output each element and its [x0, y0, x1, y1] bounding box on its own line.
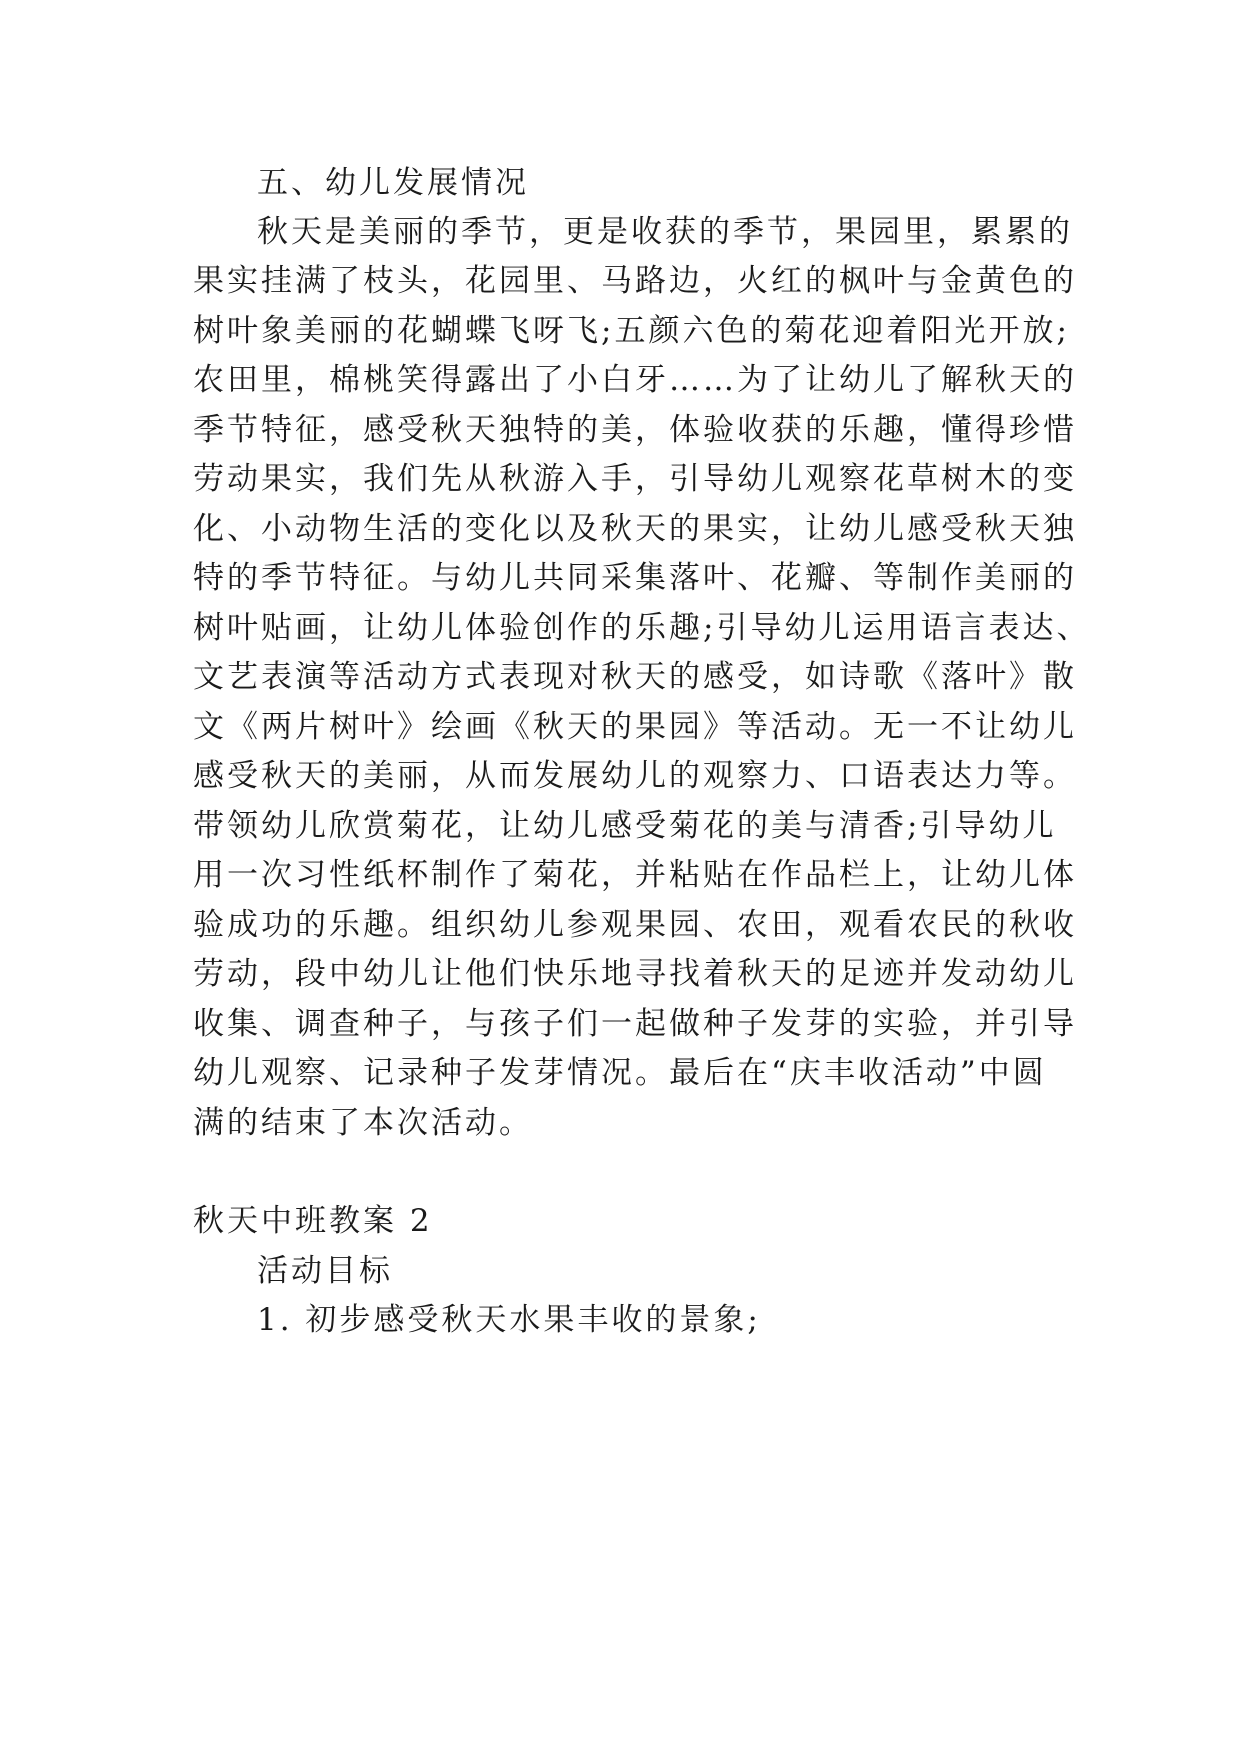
- paragraph-line: 验成功的乐趣。组织幼儿参观果园、农田，观看农民的秋收: [193, 907, 1077, 943]
- paragraph-line: 文《两片树叶》绘画《秋天的果园》等活动。无一不让幼儿: [193, 709, 1077, 745]
- paragraph-line: 季节特征，感受秋天独特的美，体验收获的乐趣，懂得珍惜: [193, 412, 1077, 448]
- paragraph-line: 劳动果实，我们先从秋游入手，引导幼儿观察花草树木的变: [193, 461, 1077, 497]
- paragraph-line: 带领幼儿欣赏菊花，让幼儿感受菊花的美与清香;引导幼儿: [193, 808, 1057, 844]
- paragraph-line: 树叶象美丽的花蝴蝶飞呀飞;五颜六色的菊花迎着阳光开放;: [193, 313, 1070, 349]
- goal-item: 1. 初步感受秋天水果丰收的景象;: [257, 1302, 761, 1338]
- paragraph-line: 特的季节特征。与幼儿共同采集落叶、花瓣、等制作美丽的: [193, 560, 1077, 596]
- paragraph-line: 满的结束了本次活动。: [193, 1105, 533, 1141]
- paragraph-line: 幼儿观察、记录种子发芽情况。最后在“庆丰收活动”中圆: [193, 1055, 1047, 1091]
- paragraph-line: 用一次习性纸杯制作了菊花，并粘贴在作品栏上，让幼儿体: [193, 857, 1077, 893]
- lesson-title: 秋天中班教案 2: [193, 1203, 433, 1239]
- paragraph-line: 化、小动物生活的变化以及秋天的果实，让幼儿感受秋天独: [193, 511, 1077, 547]
- section-heading: 五、幼儿发展情况: [257, 165, 529, 201]
- paragraph-line: 文艺表演等活动方式表现对秋天的感受，如诗歌《落叶》散: [193, 659, 1077, 695]
- paragraph-line: 收集、调查种子，与孩子们一起做种子发芽的实验，并引导: [193, 1006, 1077, 1042]
- goals-heading: 活动目标: [257, 1253, 393, 1289]
- paragraph-line: 农田里，棉桃笑得露出了小白牙……为了让幼儿了解秋天的: [193, 362, 1077, 398]
- paragraph-line: 感受秋天的美丽，从而发展幼儿的观察力、口语表达力等。: [193, 758, 1077, 794]
- paragraph-line: 劳动，段中幼儿让他们快乐地寻找着秋天的足迹并发动幼儿: [193, 956, 1077, 992]
- paragraph-line: 果实挂满了枝头，花园里、马路边，火红的枫叶与金黄色的: [193, 263, 1077, 299]
- paragraph-line: 秋天是美丽的季节，更是收获的季节，果园里，累累的: [257, 214, 1073, 250]
- paragraph-line: 树叶贴画，让幼儿体验创作的乐趣;引导幼儿运用语言表达、: [193, 610, 1091, 646]
